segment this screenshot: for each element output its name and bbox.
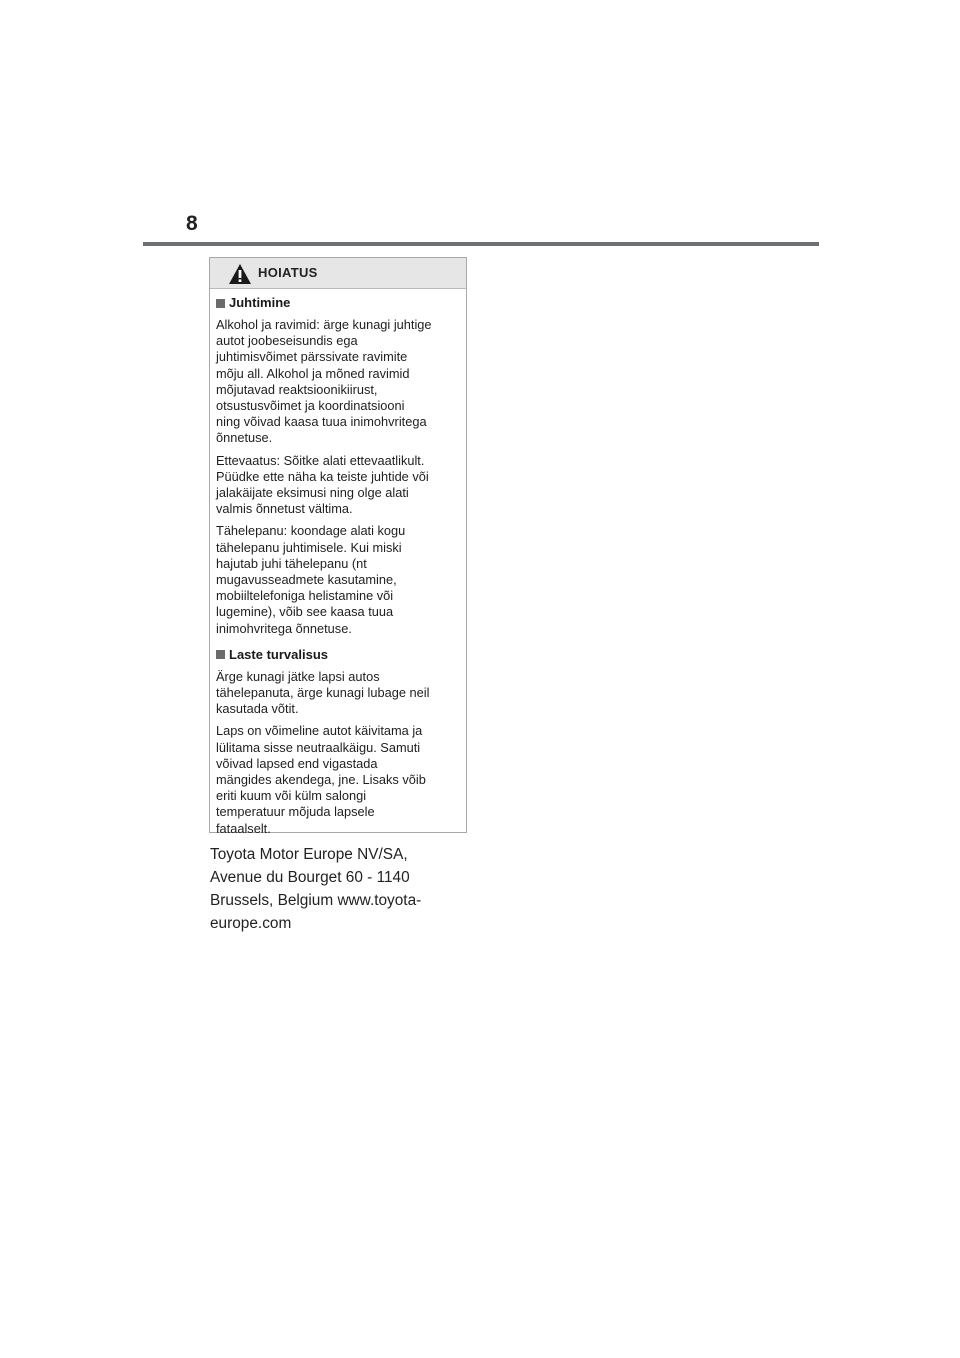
warning-header (210, 258, 466, 289)
paragraph-children-alone: Ärge kunagi jätke lapsi autos tähelepanuta, ärge kunagi lubage neil kasutada võtit. (216, 668, 430, 717)
section-heading-text: Juhtimine (229, 295, 291, 310)
paragraph-alcohol: Alkohol ja ravimid: ärge kunagi juhtige autot joobeseisundis ega juhtimisvõimet pärssivate ravimite mõju all. Alkohol ja mõned ravimid mõjutavad reaktsioonikiirust, otsustusvõimet ja koordinatsiooni ning võivad kaasa tuua inimohvritega õnnetuse. (216, 317, 432, 446)
publisher-address: Toyota Motor Europe NV/SA, Avenue du Bourget 60 - 1140 Brussels, Belgium www.toyota- europe.com (210, 846, 422, 932)
warning-title: HOIATUS (258, 265, 318, 280)
section-heading-child-safety (216, 647, 458, 663)
header-rule (143, 242, 819, 246)
square-bullet-icon (216, 650, 225, 659)
section-heading-driving (216, 295, 458, 311)
warning-body (210, 289, 466, 837)
section-heading-text: Laste turvalisus (229, 646, 328, 662)
paragraph-caution: Ettevaatus: Sõitke alati ettevaatlikult. Püüdke ette näha ka teiste juhtide või jalakäijate eksimusi ning olge alati valmis õnnetust vältima. (216, 452, 429, 517)
paragraph-attention: Tähelepanu: koondage alati kogu tähelepanu juhtimisele. Kui miski hajutab juhi tähelepanu (nt mugavusseadmete kasutamine, mobiiltelefoniga helistamine või lugemine), võib see kaasa tuua inimohvritega õnnetuse. (216, 523, 406, 636)
paragraph-children-risks: Laps on võimeline autot käivitama ja lülitama sisse neutraalkäigu. Samuti võivad lapsed end vigastada mängides akendega, jne. Lisaks võib eriti kuum või külm salongi temperatuur mõjuda lapsele fataalselt. (216, 723, 426, 836)
warning-triangle-icon (228, 263, 252, 285)
square-bullet-icon (216, 299, 225, 308)
page-number: 8 (186, 212, 198, 235)
warning-box (209, 257, 467, 836)
